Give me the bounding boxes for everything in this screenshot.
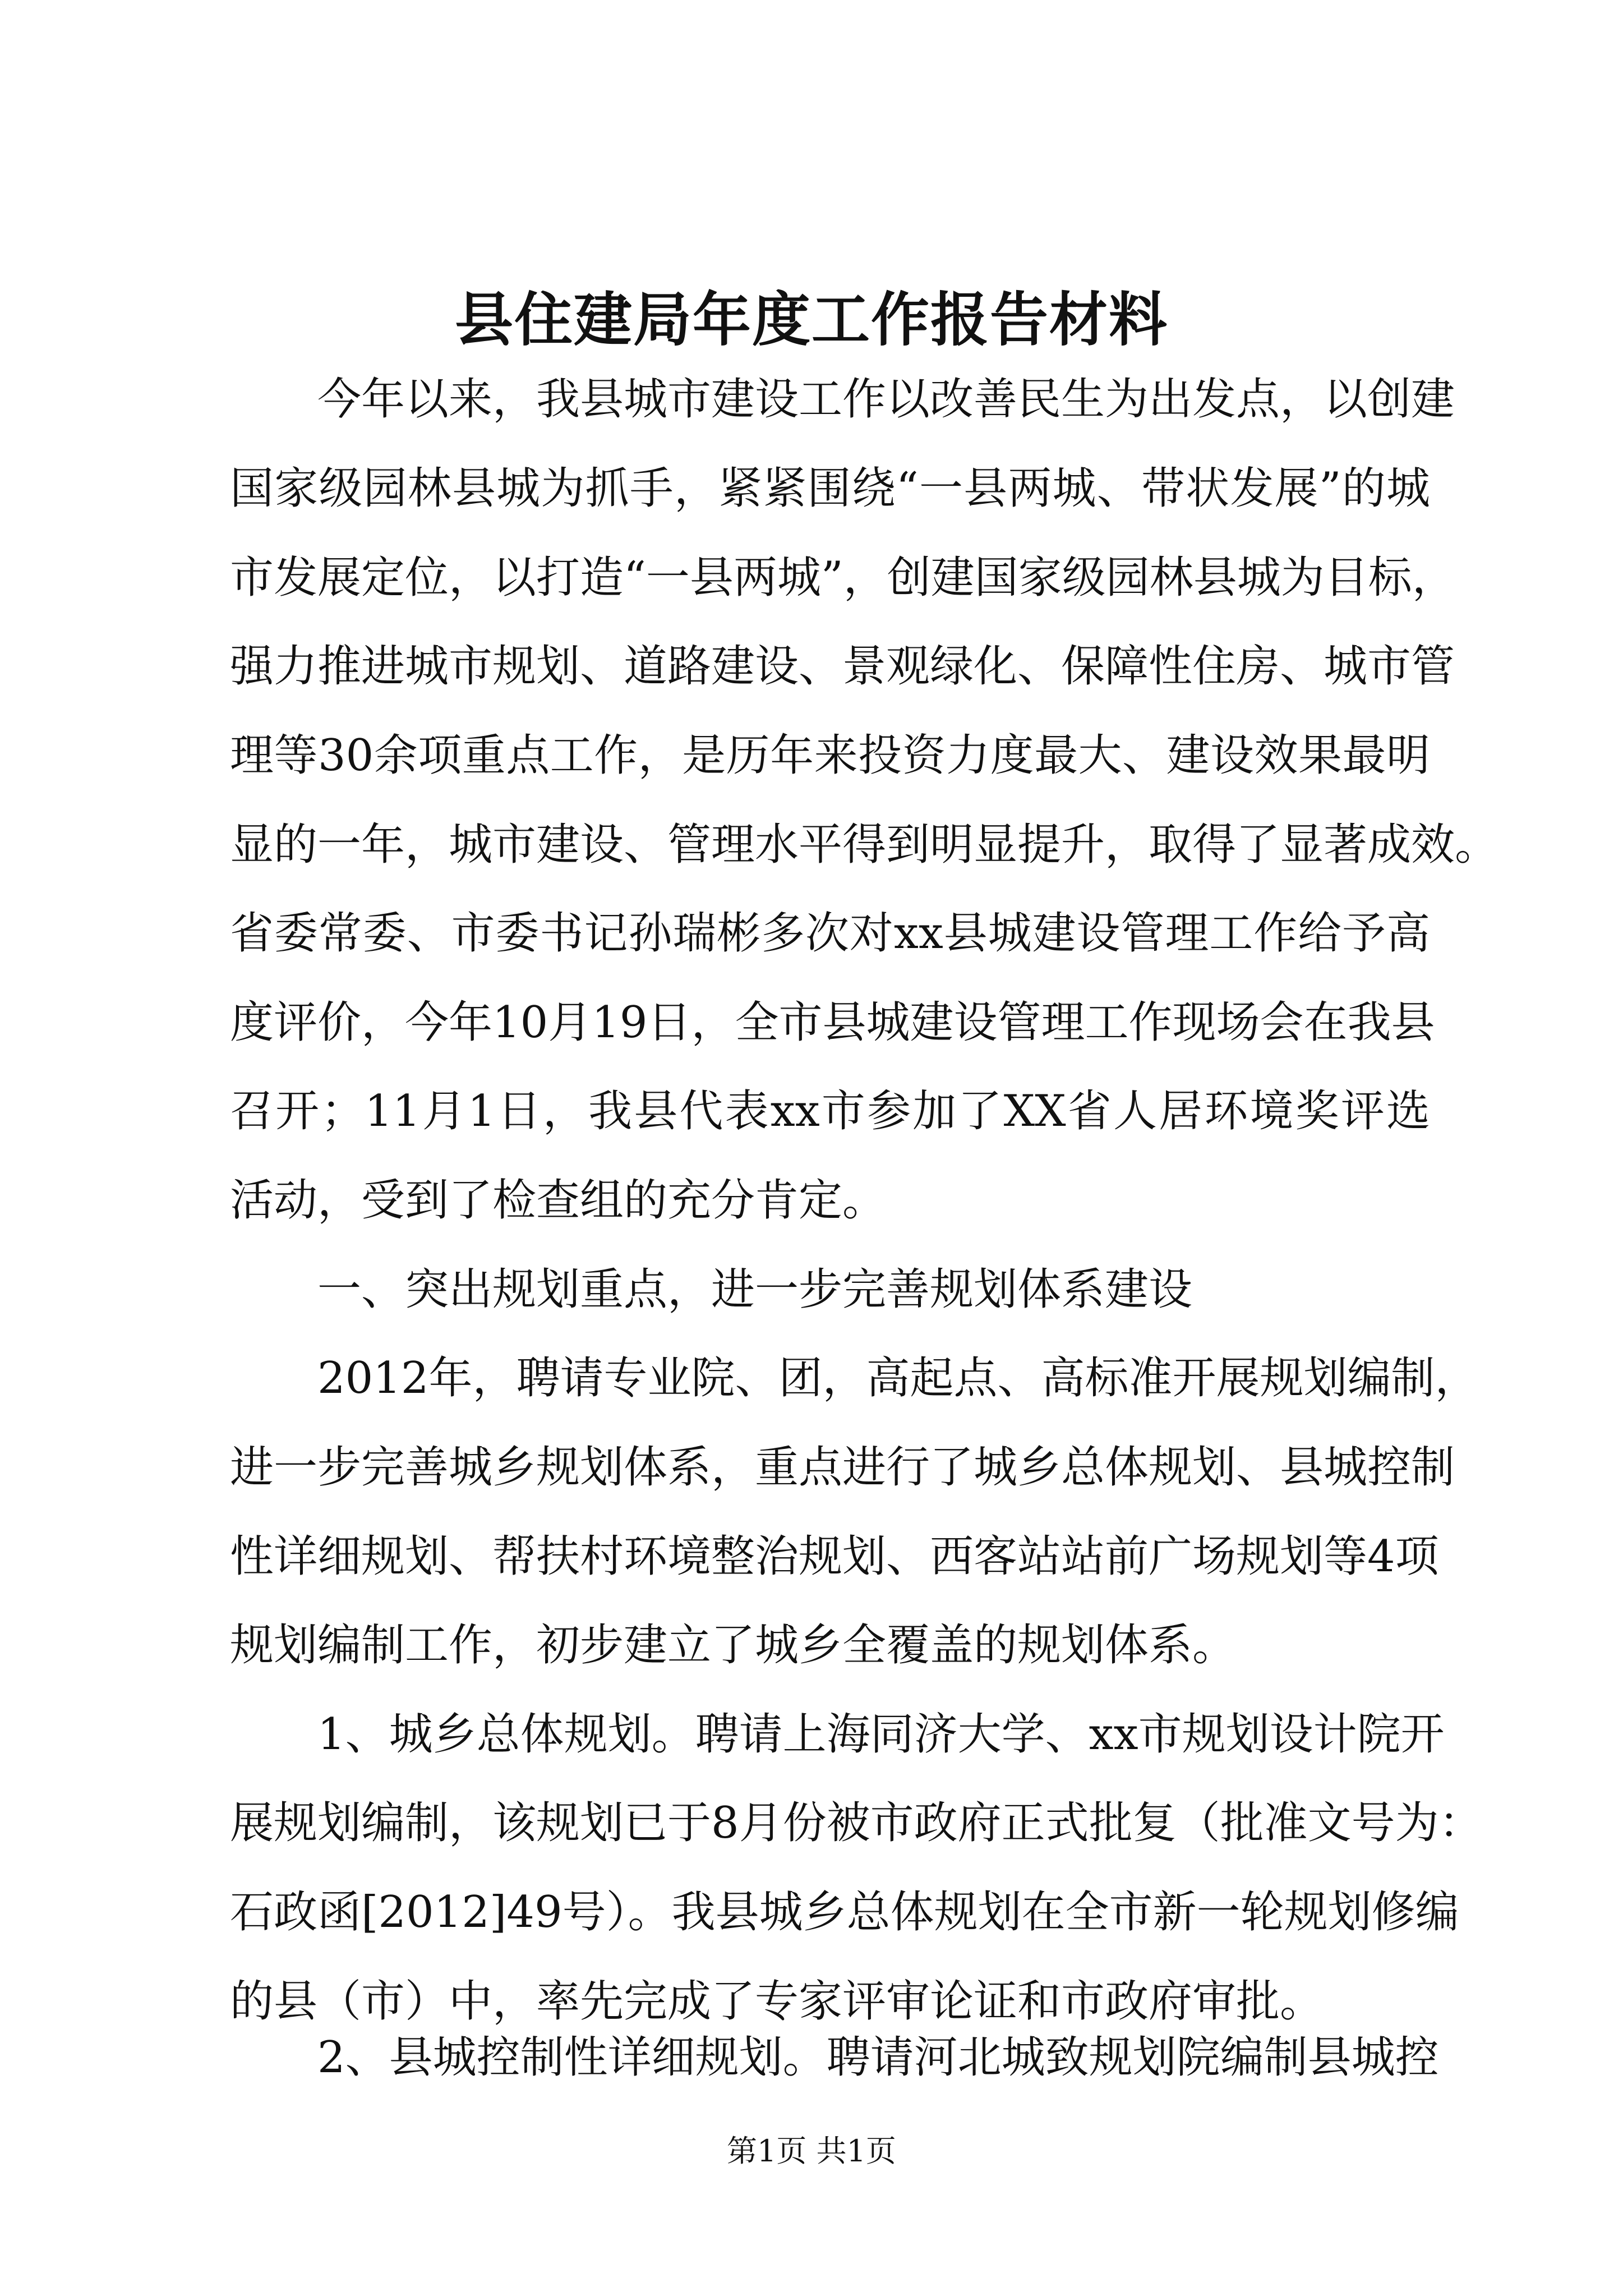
paragraph-line: 国家级园林县城为抓手，紧紧围绕“一县两城、带状发展”的城 (230, 463, 1430, 514)
paragraph-line: 活动，受到了检查组的充分肯定。 (230, 1175, 887, 1226)
paragraph-line: 召开；11月1日，我县代表xx市参加了XX省人居环境奖评选 (230, 1086, 1430, 1137)
paragraph-line: 2、县城控制性详细规划。聘请河北城致规划院编制县城控 (317, 2032, 1439, 2083)
document-title: 县住建局年度工作报告材料 (454, 285, 1168, 354)
paragraph-line: 显的一年，城市建设、管理水平得到明显提升，取得了显著成效。 (230, 820, 1499, 870)
paragraph-line: 展规划编制，该规划已于8月份被市政府正式批复（批准文号为： (230, 1798, 1483, 1848)
paragraph-line: 省委常委、市委书记孙瑞彬多次对xx县城建设管理工作给予高 (230, 908, 1430, 959)
paragraph-line: 强力推进城市规划、道路建设、景观绿化、保障性住房、城市管 (230, 641, 1455, 692)
paragraph-line: 石政函[2012]49号）。我县城乡总体规划在全市新一轮规划修编 (230, 1887, 1459, 1938)
page-footer: 第1页 共1页 (727, 2133, 896, 2169)
paragraph-line: 2012年，聘请专业院、团，高起点、高标准开展规划编制， (317, 1353, 1479, 1404)
paragraph-line: 规划编制工作，初步建立了城乡全覆盖的规划体系。 (230, 1620, 1237, 1671)
paragraph-line: 理等30余项重点工作，是历年来投资力度最大、建设效果最明 (230, 730, 1430, 781)
paragraph-line: 市发展定位，以打造“一县两城”，创建国家级园林县城为目标， (230, 553, 1456, 603)
paragraph-line: 进一步完善城乡规划体系，重点进行了城乡总体规划、县城控制 (230, 1442, 1455, 1493)
paragraph-line: 1、城乡总体规划。聘请上海同济大学、xx市规划设计院开 (317, 1709, 1445, 1760)
paragraph-line: 的县（市）中，率先完成了专家评审论证和市政府审批。 (230, 1976, 1324, 2027)
paragraph-line: 度评价，今年10月19日，全市县城建设管理工作现场会在我县 (230, 997, 1435, 1048)
section-heading: 一、突出规划重点，进一步完善规划体系建设 (317, 1264, 1193, 1315)
paragraph-line: 今年以来，我县城市建设工作以改善民生为出发点，以创建 (317, 374, 1455, 425)
paragraph-line: 性详细规划、帮扶村环境整治规划、西客站站前广场规划等4项 (230, 1531, 1439, 1582)
